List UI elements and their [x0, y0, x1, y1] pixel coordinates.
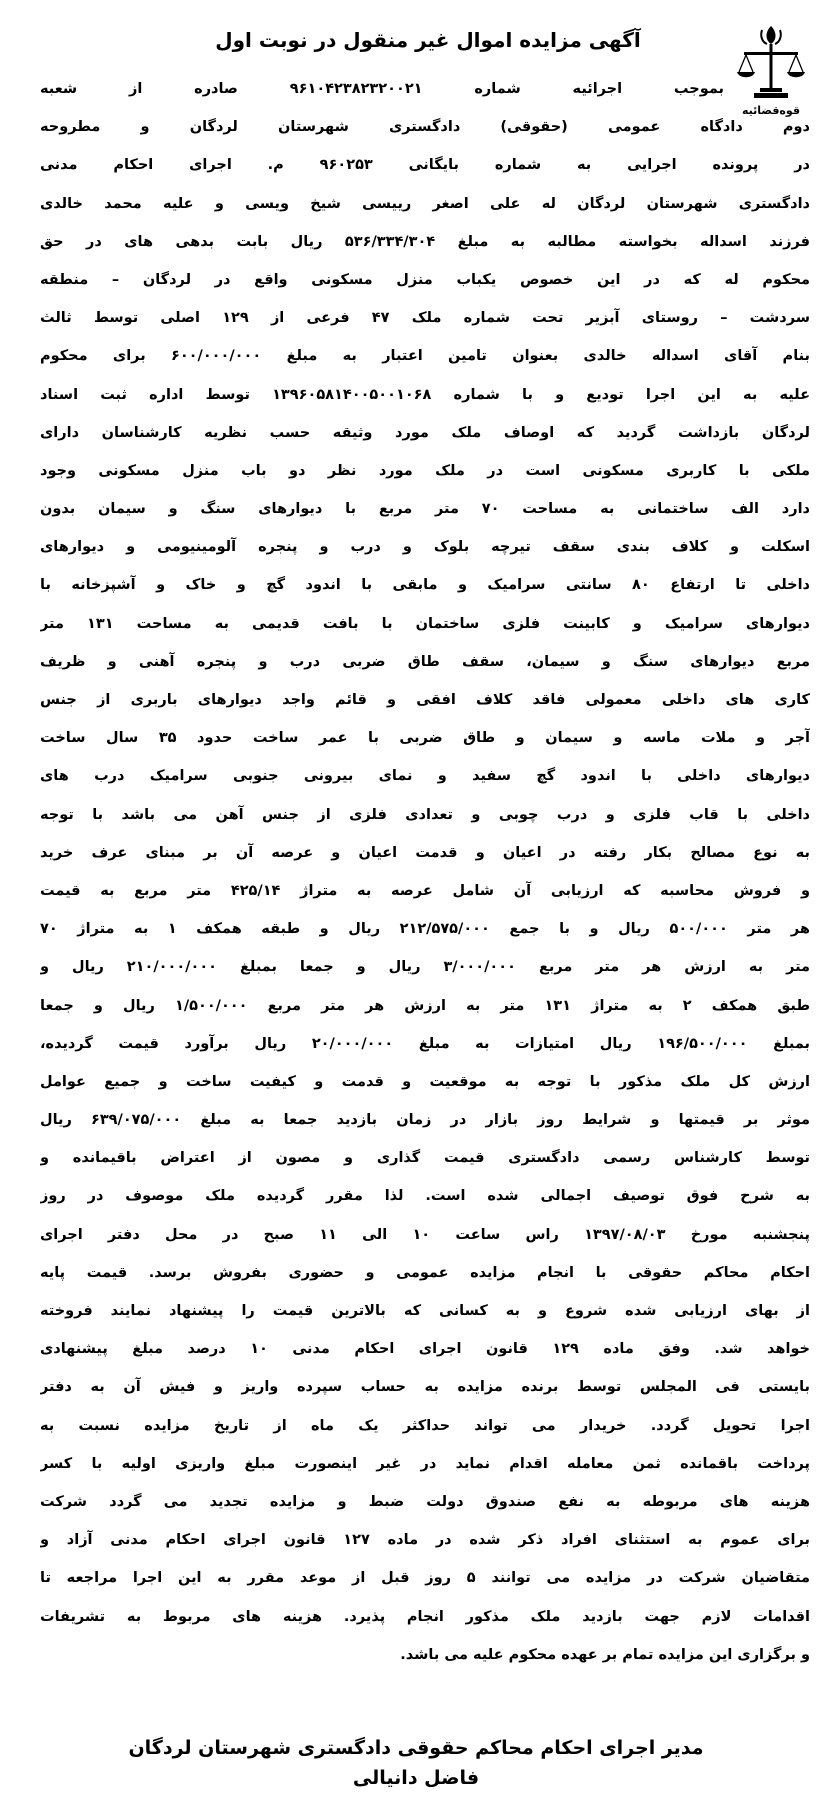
body-line: هر متر ۵۰۰/۰۰۰ ریال و با جمع ۲۱۲/۵۷۵/۰۰۰ ریال و طبقه همکف ۱ به متراژ ۷۰ — [40, 921, 810, 938]
body-line: اجرا تحویل گردد. خریدار می تواند حداکثر یک ماه از تاریخ مزایده نسبت به — [40, 1417, 810, 1434]
body-line: برای عموم به استثنای افراد ذکر شده در ماده ۱۲۷ قانون اجرای احکام مدنی آزاد و — [40, 1532, 810, 1549]
body-line: اقدامات لازم جهت بازدید ملک مذکور انجام پذیرد. هزینه های مربوط به تشریفات — [40, 1608, 810, 1625]
emblem-caption: قوه‌قضائیه — [741, 104, 801, 117]
body-line: پنجشنبه مورخ ۱۳۹۷/۰۸/۰۳ راس ساعت ۱۰ الی ۱۱ صبح در محل دفتر اجرای — [40, 1226, 810, 1243]
body-line: بمبلغ ۱۹۶/۵۰۰/۰۰۰ ریال امتیازات به مبلغ ۲۰/۰۰۰/۰۰۰ ریال برآورد قیمت گردیده، — [40, 1035, 810, 1052]
body-line: دیوارهای داخلی با اندود گچ سفید و نمای بیرونی جنوبی سرامیک درب های — [40, 768, 810, 785]
body-line: اسکلت و کلاف بندی سقف تیرچه بلوک و درب و پنجره آلومینیومی و دیوارهای — [40, 539, 810, 556]
notice-footer — [18, 1733, 814, 1793]
body-line: داخلی تا ارتفاع ۸۰ سانتی سرامیک و مابقی با اندود گچ و خاک و آشپزخانه با — [40, 577, 810, 594]
body-line: ملکی با کاربری مسکونی است در ملک مورد نظر دو باب منزل مسکونی وجود — [40, 462, 810, 479]
body-line: مربع دیوارهای سنگ و سیمان، سقف طاق ضربی درب و پنجره آهنی و ظریف — [40, 653, 810, 670]
body-line: موثر بر قیمتها و شرایط روز بازار در زمان بازدید جمعا به مبلغ ۶۳۹/۰۷۵/۰۰۰ ریال — [40, 1112, 810, 1129]
body-line: دارد الف ساختمانی به مساحت ۷۰ متر مربع با دیوارهای سنگ و سیمان بدون — [40, 501, 810, 518]
signatory-title: مدیر اجرای احکام محاکم حقوقی دادگستری شهرستان لردگان — [128, 1737, 704, 1759]
notice-title: آگهی مزایده اموال غیر منقول در نوبت اول — [215, 28, 641, 52]
body-line: آجر و ملات ماسه و سیمان و طاق ضربی با عمر ساخت حدود ۳۵ سال ساخت — [40, 730, 810, 747]
notice-body — [40, 70, 810, 1674]
body-line: و فروش محاسبه که ارزیابی آن شامل عرصه به متراژ ۴۲۵/۱۴ متر مربع به قیمت — [40, 882, 810, 899]
signatory-name: فاضل دانیالی — [352, 1767, 480, 1789]
body-line: بایستی فی المجلس توسط برنده مزایده به حساب سپرده واریز و فیش آن به دفتر — [40, 1379, 810, 1396]
body-line: علیه به این اجرا تودیع و با شماره ۱۳۹۶۰۵۸۱۴۰۰۵۰۰۱۰۶۸ توسط اداره ثبت اسناد — [40, 386, 810, 403]
body-line: توسط کارشناس رسمی دادگستری قیمت گذاری و مصون از اعتراض باقیمانده و — [40, 1150, 810, 1167]
body-line: متر به ارزش هر متر مربع ۳/۰۰۰/۰۰۰ ریال و جمعا بمبلغ ۲۱۰/۰۰۰/۰۰۰ ریال و — [40, 959, 810, 976]
body-line: به نوع مصالح بکار رفته در اعیان و قدمت اعیان و عرصه آن بر مبنای عرف خرید — [40, 844, 810, 861]
body-line: پرداخت باقمانده ثمن معامله اقدام نماید در غیر اینصورت مبلغ واریزی اولیه با کسر — [40, 1455, 810, 1472]
body-line: احکام محاکم حقوقی با انجام مزایده عمومی و حضوری بفروش برسد. قیمت پایه — [40, 1264, 810, 1281]
body-line: بموجب اجرائیه شماره ۹۶۱۰۴۲۳۸۲۳۲۰۰۲۱ صادره از شعبه — [40, 81, 724, 97]
body-line: لردگان بازداشت گردید که اوصاف ملک مورد وثیقه حسب نظریه کارشناسان دارای — [40, 424, 810, 441]
body-line: طبق همکف ۲ به متراژ ۱۳۱ متر به ارزش هر متر مربع ۱/۵۰۰/۰۰۰ ریال و جمعا — [40, 997, 810, 1014]
body-line: در پرونده اجرایی به شماره بایگانی ۹۶۰۲۵۳ م. اجرای احکام مدنی — [40, 157, 810, 174]
body-line: و برگزاری این مزایده تمام بر عهده محکوم علیه می باشد. — [400, 1646, 810, 1663]
body-line: از بهای ارزیابی شده شروع و به کسانی که بالاترین قیمت را پیشنهاد نمایند فروخته — [40, 1303, 810, 1319]
body-line: سردشت – روستای آبزیر تحت شماره ملک ۴۷ فرعی از ۱۲۹ اصلی توسط ثالث — [40, 310, 810, 327]
body-line: داخلی با قاب فلزی و درب چوبی و تعدادی فلزی از جنس آهن می باشد با توجه — [40, 806, 810, 823]
body-line: محکوم له که در این خصوص یکباب منزل مسکونی واقع در لردگان – منطقه — [40, 271, 810, 288]
body-line: بنام آقای اسداله خالدی بعنوان تامین اعتبار به مبلغ ۶۰۰/۰۰۰/۰۰۰ برای محکوم — [40, 348, 810, 365]
body-line: فرزند اسداله بخواسته مطالبه به مبلغ ۵۳۶/۳۳۴/۳۰۴ ریال بابت بدهی های در حق — [40, 233, 810, 250]
body-line: خواهد شد. وفق ماده ۱۲۹ قانون اجرای احکام مدنی ۱۰ درصد مبلغ پیشنهادی — [40, 1341, 810, 1358]
body-line: ارزش کل ملک مذکور با توجه به موقعیت و قدمت و کیفیت ساخت و جمیع عوامل — [40, 1073, 810, 1090]
body-line: هزینه های مربوطه به نفع صندوق دولت ضبط و مزایده تجدید می گردد شرکت — [40, 1493, 810, 1510]
body-line: دادگستری شهرستان لردگان له علی اصغر رییسی شیخ ویسی و علیه محمد خالدی — [40, 195, 810, 212]
body-line: به شرح فوق توصیف اجمالی شده است. لذا مقرر گردیده ملک موصوف در روز — [40, 1188, 810, 1205]
body-line: کاری های داخلی معمولی فاقد کلاف افقی و قائم واجد دیوارهای باربری از جنس — [40, 692, 810, 708]
notice-page — [18, 10, 814, 1793]
body-line: متقاضیان شرکت در مزایده می توانند ۵ روز قبل از موعد مقرر به این اجرا مراجعه تا — [40, 1570, 810, 1587]
body-line: دیوارهای سرامیک و کابینت فلزی ساختمان با بافت قدیمی به مساحت ۱۳۱ متر — [40, 615, 810, 632]
body-line: دوم دادگاه عمومی (حقوقی) دادگستری شهرستان لردگان و مطروحه — [40, 119, 810, 136]
